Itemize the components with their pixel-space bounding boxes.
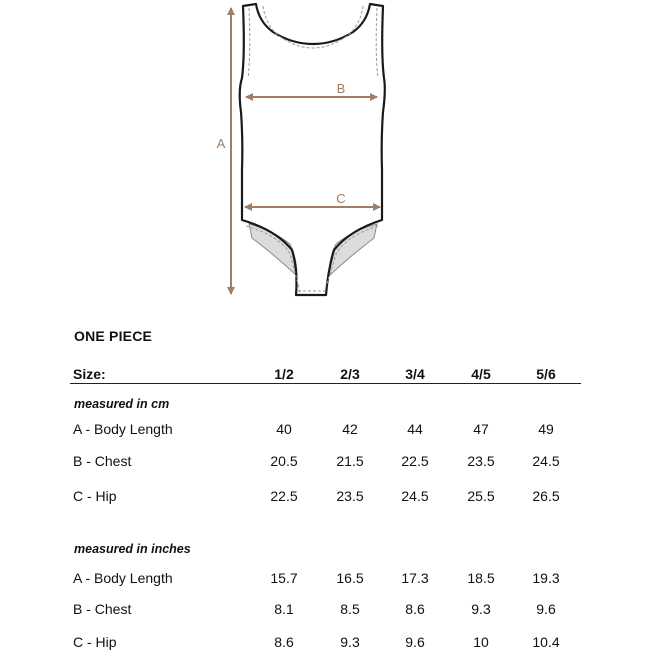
measure-label-b: B — [336, 81, 346, 96]
left-armhole-stitch-line — [248, 8, 250, 78]
section-title-cm: measured in cm — [74, 397, 170, 411]
table-row — [73, 570, 580, 590]
table-row — [73, 488, 580, 508]
table-cell: 8.6 — [274, 634, 294, 650]
table-cell: 23.5 — [467, 453, 495, 469]
measure-label-a: A — [216, 136, 226, 151]
table-row — [73, 601, 580, 621]
size-chart-title: ONE PIECE — [74, 328, 153, 344]
swimsuit-measurement-diagram — [0, 0, 650, 310]
table-row — [73, 453, 580, 473]
table-cell: 9.6 — [536, 601, 556, 617]
row-label: A - Body Length — [73, 570, 173, 586]
table-row — [73, 421, 580, 441]
table-cell: 22.5 — [270, 488, 298, 504]
right-leg-lining-shape — [329, 224, 377, 276]
table-cell: 10.4 — [532, 634, 560, 650]
left-leg-lining-shape — [249, 224, 297, 276]
table-cell: 8.1 — [274, 601, 294, 617]
table-row — [73, 634, 580, 654]
neckline-stitch-line — [263, 6, 363, 48]
table-cell: 8.5 — [340, 601, 360, 617]
table-cell: 24.5 — [532, 453, 560, 469]
table-cell: 19.3 — [532, 570, 560, 586]
measure-label-c: C — [336, 191, 346, 206]
row-label: A - Body Length — [73, 421, 173, 437]
table-cell: 17.3 — [401, 570, 429, 586]
header-divider — [70, 383, 581, 384]
size-column-header: 3/4 — [405, 366, 425, 382]
row-label: B - Chest — [73, 453, 132, 469]
size-header-label: Size: — [73, 366, 106, 382]
table-cell: 9.3 — [471, 601, 491, 617]
size-column-header: 4/5 — [471, 366, 491, 382]
table-cell: 9.6 — [405, 634, 425, 650]
table-cell: 21.5 — [336, 453, 364, 469]
table-cell: 18.5 — [467, 570, 495, 586]
row-label: B - Chest — [73, 601, 132, 617]
section-title-inches: measured in inches — [74, 542, 191, 556]
table-cell: 8.6 — [405, 601, 425, 617]
right-armhole-stitch-line — [376, 8, 378, 78]
table-cell: 26.5 — [532, 488, 560, 504]
table-cell: 24.5 — [401, 488, 429, 504]
table-cell: 15.7 — [270, 570, 298, 586]
size-column-header: 2/3 — [340, 366, 360, 382]
table-cell: 40 — [276, 421, 292, 437]
table-cell: 47 — [473, 421, 489, 437]
table-cell: 49 — [538, 421, 554, 437]
table-cell: 42 — [342, 421, 358, 437]
table-cell: 25.5 — [467, 488, 495, 504]
size-column-header: 1/2 — [274, 366, 294, 382]
table-cell: 16.5 — [336, 570, 364, 586]
table-cell: 9.3 — [340, 634, 360, 650]
row-label: C - Hip — [73, 634, 117, 650]
row-label: C - Hip — [73, 488, 117, 504]
table-cell: 44 — [407, 421, 423, 437]
table-cell: 23.5 — [336, 488, 364, 504]
table-cell: 10 — [473, 634, 489, 650]
table-cell: 20.5 — [270, 453, 298, 469]
table-cell: 22.5 — [401, 453, 429, 469]
size-column-header: 5/6 — [536, 366, 556, 382]
